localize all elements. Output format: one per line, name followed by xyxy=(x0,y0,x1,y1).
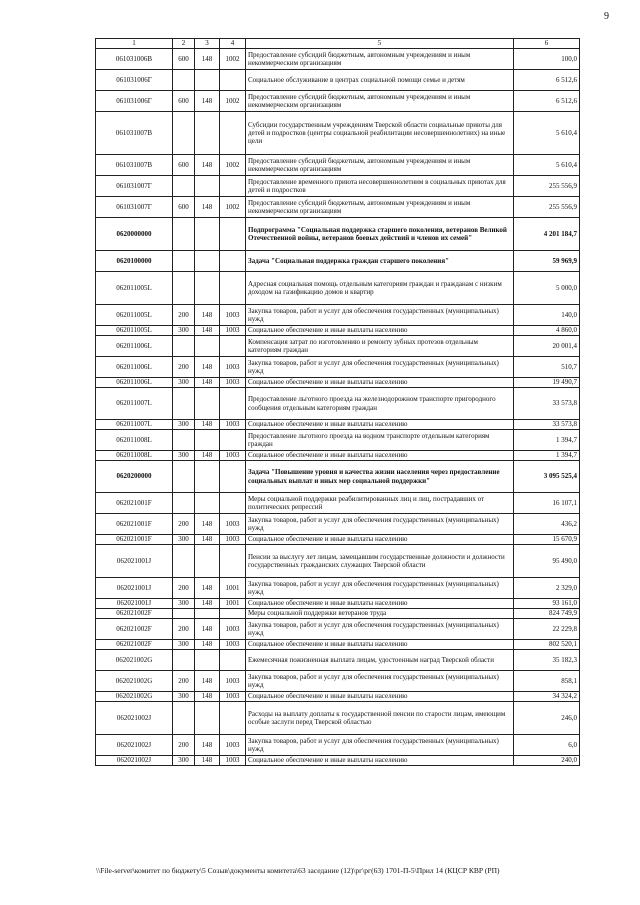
expense-type-cell xyxy=(220,650,246,671)
table-row xyxy=(96,91,580,112)
department-cell: 148 xyxy=(195,197,220,218)
amount-cell: 3 095 525,4 xyxy=(514,461,580,493)
code-cell: 0620200000 xyxy=(96,461,173,493)
department-cell xyxy=(195,218,220,251)
code-cell: 061031006Г xyxy=(96,91,173,112)
expense-type-cell: 1002 xyxy=(220,91,246,112)
department-cell: 148 xyxy=(195,357,220,378)
table-body xyxy=(96,49,580,766)
code-cell: 062021002G xyxy=(96,671,173,692)
department-cell: 148 xyxy=(195,514,220,535)
table-row xyxy=(96,388,580,420)
description-cell: Пенсии за выслугу лет лицам, замещавшим государственные должности и должности государственных гражданских служащих Тверской области xyxy=(246,545,514,578)
department-cell xyxy=(195,493,220,514)
expense-type-cell xyxy=(220,545,246,578)
expense-type-cell xyxy=(220,702,246,735)
table-row xyxy=(96,197,580,218)
amount-cell: 802 520,1 xyxy=(514,640,580,650)
description-cell: Закупка товаров, работ и услуг для обеспечения государственных (муниципальных) нужд xyxy=(246,735,514,756)
amount-cell: 6 512,6 xyxy=(514,70,580,91)
description-cell: Социальное обслуживание в центрах социальной помощи семье и детям xyxy=(246,70,514,91)
code-cell: 061031006В xyxy=(96,49,173,70)
section-cell xyxy=(173,112,195,155)
table-row xyxy=(96,420,580,430)
code-cell: 062021001F xyxy=(96,535,173,545)
table-row xyxy=(96,326,580,336)
amount-cell: 2 329,0 xyxy=(514,578,580,599)
table-row xyxy=(96,578,580,599)
section-cell: 600 xyxy=(173,197,195,218)
section-cell: 300 xyxy=(173,640,195,650)
description-cell: Предоставление льготного проезда на железнодорожном транспорте пригородного сообщения отдельным категориям граждан xyxy=(246,388,514,420)
expense-type-cell xyxy=(220,70,246,91)
department-cell xyxy=(195,430,220,451)
description-cell: Социальное обеспечение и иные выплаты населению xyxy=(246,451,514,461)
expense-type-cell: 1003 xyxy=(220,451,246,461)
department-cell xyxy=(195,388,220,420)
amount-cell: 436,2 xyxy=(514,514,580,535)
amount-cell: 22 229,8 xyxy=(514,619,580,640)
amount-cell: 240,0 xyxy=(514,756,580,766)
section-cell xyxy=(173,218,195,251)
section-cell xyxy=(173,493,195,514)
code-cell: 061031007В xyxy=(96,155,173,176)
table-row xyxy=(96,251,580,272)
section-cell: 300 xyxy=(173,378,195,388)
code-cell: 062021002J xyxy=(96,756,173,766)
expense-type-cell: 1001 xyxy=(220,599,246,609)
expense-type-cell: 1002 xyxy=(220,197,246,218)
code-cell: 062011005L xyxy=(96,305,173,326)
table-row xyxy=(96,70,580,91)
description-cell: Расходы на выплату доплаты к государственной пенсии по старости лицам, имеющим особые заслуги перед Тверской областью xyxy=(246,702,514,735)
table-row xyxy=(96,650,580,671)
department-cell: 148 xyxy=(195,640,220,650)
department-cell: 148 xyxy=(195,535,220,545)
table-row xyxy=(96,49,580,70)
table-row xyxy=(96,112,580,155)
expense-type-cell xyxy=(220,461,246,493)
amount-cell: 6 512,6 xyxy=(514,91,580,112)
table-row xyxy=(96,640,580,650)
expense-type-cell: 1003 xyxy=(220,378,246,388)
code-cell: 061031007Г xyxy=(96,197,173,218)
table-row xyxy=(96,702,580,735)
amount-cell: 33 573,8 xyxy=(514,420,580,430)
expense-type-cell: 1003 xyxy=(220,756,246,766)
section-cell: 300 xyxy=(173,326,195,336)
section-cell: 200 xyxy=(173,305,195,326)
department-cell: 148 xyxy=(195,578,220,599)
code-cell: 062011006L xyxy=(96,378,173,388)
expense-type-cell: 1003 xyxy=(220,305,246,326)
table-row xyxy=(96,756,580,766)
description-cell: Субсидии государственным учреждениям Тверской области социальные приюты для детей и подростков (центры социальной реабилитации несовершеннолетних) на иные цели xyxy=(246,112,514,155)
amount-cell: 93 161,0 xyxy=(514,599,580,609)
code-cell: 062021002J xyxy=(96,702,173,735)
table-row xyxy=(96,430,580,451)
column-header: 3 xyxy=(195,39,220,49)
page-number: 9 xyxy=(604,11,609,22)
table-row xyxy=(96,305,580,326)
code-cell: 062021001J xyxy=(96,599,173,609)
table-row xyxy=(96,272,580,305)
section-cell: 200 xyxy=(173,514,195,535)
department-cell: 148 xyxy=(195,692,220,702)
expense-type-cell: 1003 xyxy=(220,735,246,756)
section-cell: 200 xyxy=(173,578,195,599)
description-cell: Закупка товаров, работ и услуг для обеспечения государственных (муниципальных) нужд xyxy=(246,619,514,640)
description-cell: Задача "Повышение уровня и качества жизни населения через предоставление социальных выплат и иных мер социальной поддержки" xyxy=(246,461,514,493)
department-cell: 148 xyxy=(195,671,220,692)
amount-cell: 255 556,9 xyxy=(514,176,580,197)
amount-cell: 100,0 xyxy=(514,49,580,70)
description-cell: Предоставление субсидий бюджетным, автономным учреждениям и иным некоммерческим организациям xyxy=(246,197,514,218)
department-cell xyxy=(195,461,220,493)
code-cell: 062011006L xyxy=(96,336,173,357)
department-cell: 148 xyxy=(195,451,220,461)
expense-type-cell: 1003 xyxy=(220,640,246,650)
code-cell: 062011005L xyxy=(96,326,173,336)
section-cell xyxy=(173,545,195,578)
amount-cell: 858,1 xyxy=(514,671,580,692)
code-cell: 062021002G xyxy=(96,650,173,671)
code-cell: 062011006L xyxy=(96,357,173,378)
table-row xyxy=(96,493,580,514)
section-cell: 300 xyxy=(173,599,195,609)
amount-cell: 255 556,9 xyxy=(514,197,580,218)
description-cell: Ежемесячная пожизненная выплата лицам, удостоенным наград Тверской области xyxy=(246,650,514,671)
table-row xyxy=(96,514,580,535)
department-cell xyxy=(195,70,220,91)
department-cell xyxy=(195,702,220,735)
amount-cell: 1 394,7 xyxy=(514,451,580,461)
code-cell: 062021001J xyxy=(96,545,173,578)
department-cell xyxy=(195,176,220,197)
department-cell: 148 xyxy=(195,326,220,336)
amount-cell: 824 749,9 xyxy=(514,609,580,619)
expense-type-cell: 1003 xyxy=(220,535,246,545)
table-row xyxy=(96,671,580,692)
amount-cell: 16 107,1 xyxy=(514,493,580,514)
description-cell: Меры социальной поддержки реабилитированных лиц и лиц, пострадавших от политических репрессий xyxy=(246,493,514,514)
section-cell: 600 xyxy=(173,91,195,112)
department-cell: 148 xyxy=(195,619,220,640)
expense-type-cell xyxy=(220,251,246,272)
expense-type-cell xyxy=(220,112,246,155)
code-cell: 062011007L xyxy=(96,388,173,420)
description-cell: Предоставление временного приюта несовершеннолетним в социальных приютах для детей и подростков xyxy=(246,176,514,197)
description-cell: Закупка товаров, работ и услуг для обеспечения государственных (муниципальных) нужд xyxy=(246,514,514,535)
table-row xyxy=(96,735,580,756)
expense-type-cell: 1003 xyxy=(220,692,246,702)
section-cell: 200 xyxy=(173,735,195,756)
description-cell: Задача "Социальная поддержка граждан старшего поколения" xyxy=(246,251,514,272)
expense-type-cell xyxy=(220,218,246,251)
section-cell: 200 xyxy=(173,619,195,640)
amount-cell: 59 969,9 xyxy=(514,251,580,272)
description-cell: Закупка товаров, работ и услуг для обеспечения государственных (муниципальных) нужд xyxy=(246,357,514,378)
expense-type-cell xyxy=(220,388,246,420)
section-cell xyxy=(173,336,195,357)
expense-type-cell xyxy=(220,272,246,305)
table-row xyxy=(96,378,580,388)
expense-type-cell: 1002 xyxy=(220,49,246,70)
column-header: 1 xyxy=(96,39,173,49)
code-cell: 062011008L xyxy=(96,430,173,451)
column-header: 6 xyxy=(514,39,580,49)
section-cell xyxy=(173,272,195,305)
footer-file-path: \\File-server\комитет по бюджету\5 Созыв\документы комитета\63 заседание (12)\рг\рг(63) 1701-П-5\Прил 14 (КЦСР КВР (РП) xyxy=(96,866,500,875)
section-cell: 300 xyxy=(173,420,195,430)
description-cell: Социальное обеспечение и иные выплаты населению xyxy=(246,535,514,545)
section-cell: 300 xyxy=(173,756,195,766)
code-cell: 062021002G xyxy=(96,692,173,702)
department-cell xyxy=(195,650,220,671)
amount-cell: 140,0 xyxy=(514,305,580,326)
description-cell: Предоставление субсидий бюджетным, автономным учреждениям и иным некоммерческим организациям xyxy=(246,91,514,112)
section-cell: 300 xyxy=(173,692,195,702)
expense-type-cell: 1002 xyxy=(220,155,246,176)
table-row xyxy=(96,599,580,609)
amount-cell: 5 610,4 xyxy=(514,155,580,176)
section-cell xyxy=(173,650,195,671)
column-header: 4 xyxy=(220,39,246,49)
description-cell: Подпрограмма "Социальная поддержка старшего поколения, ветеранов Великой Отечественной войны, ветеранов боевых действий и членов их семей" xyxy=(246,218,514,251)
description-cell: Предоставление субсидий бюджетным, автономным учреждениям и иным некоммерческим организациям xyxy=(246,49,514,70)
amount-cell: 34 324,2 xyxy=(514,692,580,702)
amount-cell: 246,0 xyxy=(514,702,580,735)
expense-type-cell xyxy=(220,493,246,514)
section-cell: 200 xyxy=(173,671,195,692)
department-cell xyxy=(195,609,220,619)
table-row xyxy=(96,609,580,619)
description-cell: Закупка товаров, работ и услуг для обеспечения государственных (муниципальных) нужд xyxy=(246,671,514,692)
code-cell: 0620100000 xyxy=(96,251,173,272)
department-cell: 148 xyxy=(195,155,220,176)
section-cell: 300 xyxy=(173,535,195,545)
code-cell: 062021001F xyxy=(96,493,173,514)
table-row xyxy=(96,535,580,545)
description-cell: Закупка товаров, работ и услуг для обеспечения государственных (муниципальных) нужд xyxy=(246,305,514,326)
department-cell: 148 xyxy=(195,49,220,70)
department-cell: 148 xyxy=(195,420,220,430)
column-header: 5 xyxy=(246,39,514,49)
budget-table xyxy=(95,38,580,766)
description-cell: Социальное обеспечение и иные выплаты населению xyxy=(246,692,514,702)
department-cell: 148 xyxy=(195,378,220,388)
section-cell xyxy=(173,702,195,735)
amount-cell: 4 860,0 xyxy=(514,326,580,336)
department-cell: 148 xyxy=(195,305,220,326)
amount-cell: 510,7 xyxy=(514,357,580,378)
amount-cell: 5 610,4 xyxy=(514,112,580,155)
amount-cell: 6,0 xyxy=(514,735,580,756)
department-cell xyxy=(195,545,220,578)
expense-type-cell: 1003 xyxy=(220,619,246,640)
section-cell xyxy=(173,461,195,493)
table-row xyxy=(96,357,580,378)
description-cell: Закупка товаров, работ и услуг для обеспечения государственных (муниципальных) нужд xyxy=(246,578,514,599)
amount-cell: 1 394,7 xyxy=(514,430,580,451)
section-cell xyxy=(173,430,195,451)
table-row xyxy=(96,155,580,176)
code-cell: 062021002F xyxy=(96,609,173,619)
code-cell: 0620000000 xyxy=(96,218,173,251)
column-header: 2 xyxy=(173,39,195,49)
department-cell: 148 xyxy=(195,735,220,756)
department-cell: 148 xyxy=(195,756,220,766)
table-row xyxy=(96,461,580,493)
description-cell: Предоставление субсидий бюджетным, автономным учреждениям и иным некоммерческим организациям xyxy=(246,155,514,176)
description-cell: Адресная социальная помощь отдельным категориям граждан и гражданам с низким доходом на газификацию домов и квартир xyxy=(246,272,514,305)
description-cell: Социальное обеспечение и иные выплаты населению xyxy=(246,599,514,609)
amount-cell: 95 490,0 xyxy=(514,545,580,578)
expense-type-cell: 1003 xyxy=(220,326,246,336)
code-cell: 062011005L xyxy=(96,272,173,305)
code-cell: 062021002F xyxy=(96,619,173,640)
expense-type-cell: 1003 xyxy=(220,671,246,692)
department-cell: 148 xyxy=(195,599,220,609)
expense-type-cell xyxy=(220,176,246,197)
expense-type-cell: 1003 xyxy=(220,420,246,430)
table-row xyxy=(96,176,580,197)
code-cell: 062021001J xyxy=(96,578,173,599)
expense-type-cell: 1003 xyxy=(220,514,246,535)
department-cell: 148 xyxy=(195,91,220,112)
description-cell: Предоставление льготного проезда на водном транспорте отдельным категориям граждан xyxy=(246,430,514,451)
section-cell xyxy=(173,388,195,420)
column-header-row xyxy=(96,39,580,49)
expense-type-cell: 1003 xyxy=(220,357,246,378)
description-cell: Социальное обеспечение и иные выплаты населению xyxy=(246,640,514,650)
section-cell xyxy=(173,609,195,619)
description-cell: Социальное обеспечение и иные выплаты населению xyxy=(246,326,514,336)
expense-type-cell xyxy=(220,430,246,451)
table-row xyxy=(96,545,580,578)
expense-type-cell xyxy=(220,336,246,357)
table-row xyxy=(96,218,580,251)
code-cell: 061031007Г xyxy=(96,176,173,197)
table-row xyxy=(96,619,580,640)
amount-cell: 20 001,4 xyxy=(514,336,580,357)
amount-cell: 5 000,0 xyxy=(514,272,580,305)
department-cell xyxy=(195,251,220,272)
code-cell: 062011007L xyxy=(96,420,173,430)
section-cell xyxy=(173,176,195,197)
amount-cell: 33 573,8 xyxy=(514,388,580,420)
amount-cell: 4 201 184,7 xyxy=(514,218,580,251)
code-cell: 062011008L xyxy=(96,451,173,461)
code-cell: 062021002F xyxy=(96,640,173,650)
section-cell: 600 xyxy=(173,155,195,176)
description-cell: Меры социальной поддержки ветеранов труда xyxy=(246,609,514,619)
description-cell: Компенсация затрат по изготовлению и ремонту зубных протезов отдельным категориям граждан xyxy=(246,336,514,357)
section-cell: 300 xyxy=(173,451,195,461)
section-cell xyxy=(173,251,195,272)
amount-cell: 19 490,7 xyxy=(514,378,580,388)
expense-type-cell: 1001 xyxy=(220,578,246,599)
department-cell xyxy=(195,272,220,305)
description-cell: Социальное обеспечение и иные выплаты населению xyxy=(246,756,514,766)
department-cell xyxy=(195,336,220,357)
table-row xyxy=(96,692,580,702)
section-cell: 600 xyxy=(173,49,195,70)
table-row xyxy=(96,451,580,461)
table-row xyxy=(96,336,580,357)
section-cell xyxy=(173,70,195,91)
description-cell: Социальное обеспечение и иные выплаты населению xyxy=(246,420,514,430)
code-cell: 062021002J xyxy=(96,735,173,756)
code-cell: 061031006Г xyxy=(96,70,173,91)
amount-cell: 35 182,3 xyxy=(514,650,580,671)
department-cell xyxy=(195,112,220,155)
description-cell: Социальное обеспечение и иные выплаты населению xyxy=(246,378,514,388)
code-cell: 062021001F xyxy=(96,514,173,535)
section-cell: 200 xyxy=(173,357,195,378)
code-cell: 061031007В xyxy=(96,112,173,155)
amount-cell: 15 670,9 xyxy=(514,535,580,545)
expense-type-cell xyxy=(220,609,246,619)
